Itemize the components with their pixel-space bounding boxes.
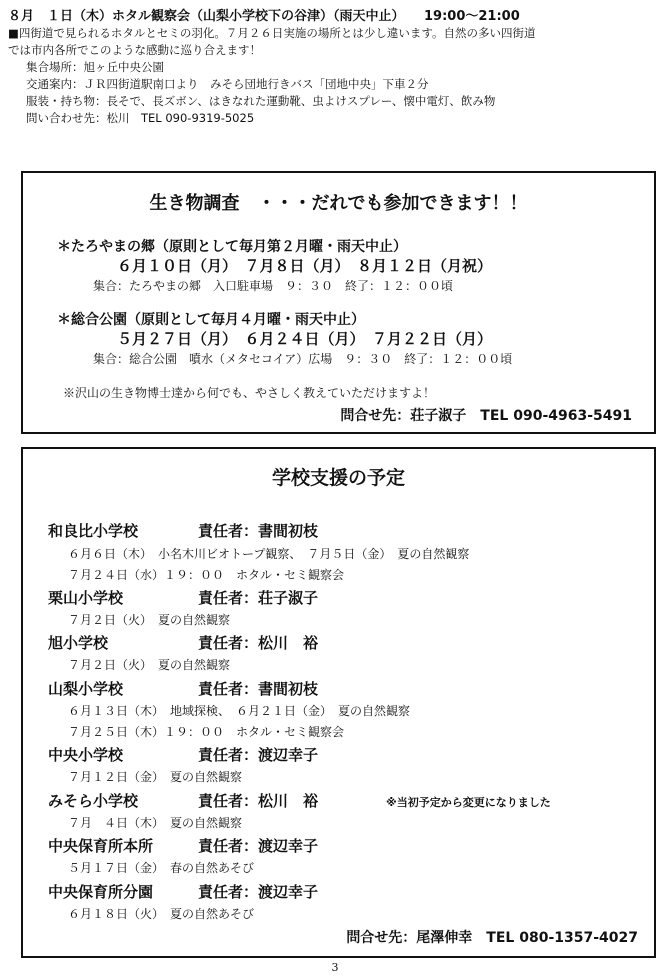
- school-event: ７月２５日（木）１９：００ ホタル・セミ観察会: [68, 725, 345, 739]
- school-event: ６月１８日（火） 夏の自然あそび: [68, 907, 255, 921]
- survey-box: [21, 171, 656, 434]
- tarayama-meeting: 集合：たろやまの郷 入口駐車場 ９：３０ 終了：１２：００頃: [93, 279, 454, 293]
- school-name: 山梨小学校: [48, 680, 124, 698]
- page-number: 3: [331, 961, 339, 974]
- school-support-box: [21, 447, 656, 958]
- hotaru-title: ８月 １日（木）ホタル観察会（山梨小学校下の谷津）（雨天中止） 19:00～21:00: [8, 9, 520, 24]
- school-name: 和良比小学校: [48, 522, 139, 540]
- hotaru-description-line2: では市内各所でこのような感動に巡り合えます！: [8, 43, 261, 57]
- school-manager: 責任者：渡辺幸子: [198, 746, 319, 764]
- hotaru-transport: 交通案内：ＪＲ四街道駅南口より みそら団地行きバス「団地中央」下車２分: [26, 77, 429, 91]
- hotaru-items: 服装・持ち物：長そで、長ズボン、はきなれた運動靴、虫よけスプレー、懐中電灯、飲み物: [26, 94, 496, 108]
- school-event: ７月２日（火） 夏の自然観察: [68, 613, 231, 627]
- school-manager: 責任者：渡辺幸子: [198, 883, 319, 901]
- school-contact: 問合せ先：尾澤伸幸 TEL 080-1357-4027: [346, 930, 638, 946]
- survey-contact: 問合せ先：荘子淑子 TEL 090-4963-5491: [340, 408, 632, 424]
- school-name: 栗山小学校: [48, 589, 124, 607]
- survey-title: 生き物調査 ・・・だれでも参加できます！！: [149, 193, 528, 214]
- sogo-dates: ５月２７日（月） ６月２４日（月） ７月２２日（月）: [117, 330, 493, 348]
- survey-note: ※沢山の生き物博士達から何でも、やさしく教えていただけますよ！: [63, 386, 436, 400]
- school-name: 中央小学校: [48, 746, 124, 764]
- school-manager: 責任者：書間初枝: [198, 522, 319, 540]
- school-name: 中央保育所分園: [48, 883, 154, 901]
- school-event: ７月１２日（金） 夏の自然観察: [68, 770, 243, 784]
- tarayama-dates: ６月１０日（月） ７月８日（月） ８月１２日（月祝）: [117, 257, 493, 275]
- school-event: ７月２４日（水）１９：００ ホタル・セミ観察会: [68, 568, 345, 582]
- school-event: ６月１３日（木） 地域探検、 ６月２１日（金） 夏の自然観察: [68, 704, 411, 718]
- hotaru-contact: 問い合わせ先：松川 TEL 090-9319-5025: [26, 111, 255, 125]
- tarayama-heading: ＊たろやまの郷（原則として毎月第２月曜・雨天中止）: [57, 239, 407, 255]
- school-name: 旭小学校: [48, 634, 109, 652]
- school-event: ７月２日（火） 夏の自然観察: [68, 658, 231, 672]
- school-support-title: 学校支援の予定: [271, 467, 405, 489]
- school-manager: 責任者：荘子淑子: [198, 589, 319, 607]
- sogo-heading: ＊総合公園（原則として毎月４月曜・雨天中止）: [57, 312, 365, 328]
- school-name: 中央保育所本所: [48, 837, 154, 855]
- sogo-meeting: 集合：総合公園 噴水（メタセコイア）広場 ９：３０ 終了：１２：００頃: [93, 352, 513, 366]
- school-event: ６月６日（木） 小名木川ビオトープ観察、 ７月５日（金） 夏の自然観察: [68, 547, 470, 561]
- school-manager: 責任者：松川 裕: [198, 792, 319, 810]
- school-event: ７月 ４日（木） 夏の自然観察: [68, 816, 243, 830]
- hotaru-event-section: [8, 8, 662, 127]
- hotaru-description-line1: ■四街道で見られるホタルとセミの羽化。７月２６日実施の場所とは少し違います。自然の多い四街道: [8, 26, 536, 40]
- school-change-note: ※当初予定から変更になりました: [386, 796, 551, 809]
- school-event: ５月１７日（金） 春の自然あそび: [68, 861, 255, 875]
- hotaru-meeting-place: 集合場所：旭ヶ丘中央公園: [26, 60, 164, 74]
- school-manager: 責任者：書間初枝: [198, 680, 319, 698]
- school-manager: 責任者：渡辺幸子: [198, 837, 319, 855]
- school-name: みそら小学校: [48, 792, 139, 810]
- school-manager: 責任者：松川 裕: [198, 634, 319, 652]
